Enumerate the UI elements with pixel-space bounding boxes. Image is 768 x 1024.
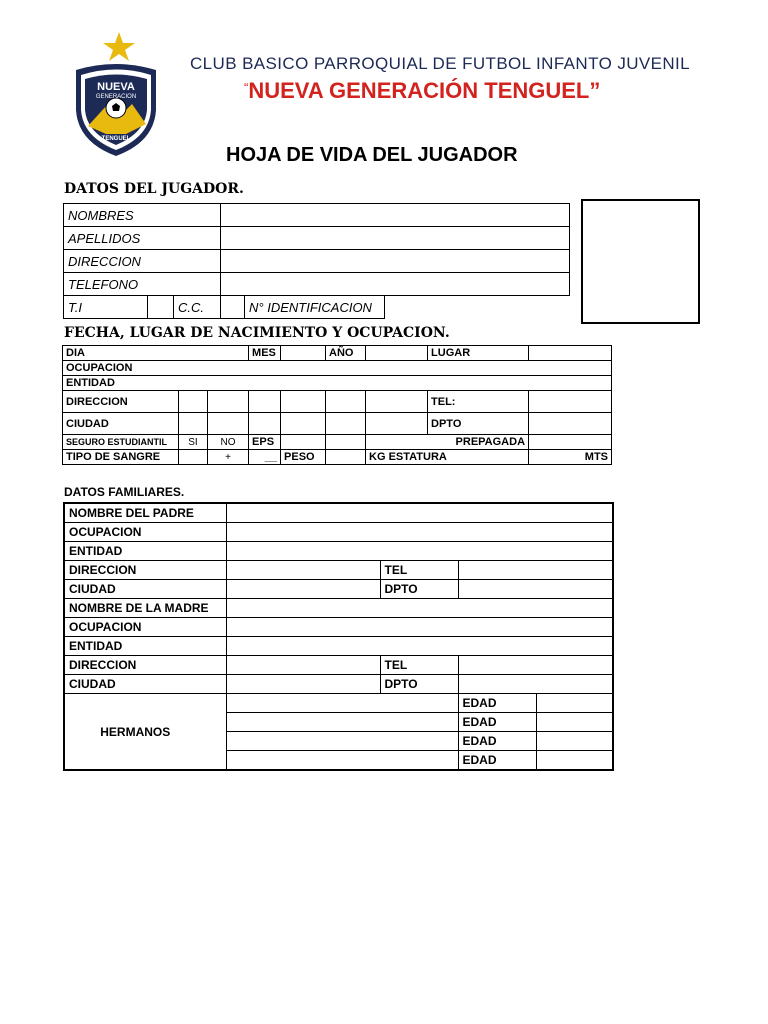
club-name: CLUB BASICO PARROQUIAL DE FUTBOL INFANTO JUVENIL (190, 54, 691, 73)
label-plus: + (208, 450, 249, 465)
label-entidad: ENTIDAD (63, 376, 612, 391)
label-ciudad-madre: CIUDAD (64, 675, 226, 694)
player-data-table (63, 203, 570, 319)
label-kg-estatura: KG ESTATURA (366, 450, 529, 465)
label-mts: MTS (529, 450, 612, 465)
label-ti: T.I (64, 296, 148, 319)
field-cell[interactable] (179, 450, 208, 465)
label-direccion: DIRECCION (64, 250, 221, 273)
field-cell[interactable] (249, 413, 281, 435)
field-cell[interactable] (179, 413, 208, 435)
svg-text:TENGUEL: TENGUEL (101, 136, 131, 142)
field-nombre-padre[interactable] (226, 503, 613, 523)
photo-box[interactable] (581, 199, 700, 324)
section-heading-birth: FECHA, LUGAR DE NACIMIENTO Y OCUPACION. (64, 325, 450, 341)
label-tel-madre: TEL (380, 656, 458, 675)
label-dpto-padre: DPTO (380, 580, 458, 599)
field-tel-padre[interactable] (458, 561, 613, 580)
field-edad[interactable] (536, 713, 613, 732)
label-dpto: DPTO (428, 413, 529, 435)
field-cell[interactable] (249, 391, 281, 413)
blank-cell (385, 296, 570, 319)
birth-data-table (62, 345, 612, 465)
field-telefono[interactable] (221, 273, 570, 296)
field-cell[interactable] (179, 391, 208, 413)
label-direccion-padre: DIRECCION (64, 561, 226, 580)
field-ocupacion-madre[interactable] (226, 618, 613, 637)
field-dpto-padre[interactable] (458, 580, 613, 599)
field-cell[interactable] (326, 413, 366, 435)
family-data-table (63, 502, 614, 771)
field-ocupacion-padre[interactable] (226, 523, 613, 542)
label-seguro: SEGURO ESTUDIANTIL (63, 435, 179, 450)
field-cell[interactable] (281, 391, 326, 413)
label-dia: DIA (63, 346, 249, 361)
field-cell[interactable] (208, 391, 249, 413)
field-cc[interactable] (221, 296, 245, 319)
field-hermano[interactable] (226, 713, 458, 732)
field-anio[interactable] (366, 346, 428, 361)
label-dash: __ (249, 450, 281, 465)
field-hermano[interactable] (226, 751, 458, 771)
svg-text:GENERACION: GENERACION (95, 94, 137, 100)
label-ciudad-padre: CIUDAD (64, 580, 226, 599)
field-cell[interactable] (366, 391, 428, 413)
field-apellidos[interactable] (221, 227, 570, 250)
label-telefono: TELEFONO (64, 273, 221, 296)
field-hermano[interactable] (226, 732, 458, 751)
field-entidad-madre[interactable] (226, 637, 613, 656)
field-lugar[interactable] (529, 346, 612, 361)
label-cc: C.C. (174, 296, 221, 319)
label-ciudad: CIUDAD (63, 413, 179, 435)
field-ti[interactable] (148, 296, 174, 319)
label-entidad-madre: ENTIDAD (64, 637, 226, 656)
field-cell[interactable] (326, 435, 366, 450)
field-edad[interactable] (536, 732, 613, 751)
label-tipo-sangre: TIPO DE SANGRE (63, 450, 179, 465)
field-dpto-madre[interactable] (458, 675, 613, 694)
label-edad: EDAD (458, 751, 536, 771)
field-tel-madre[interactable] (458, 656, 613, 675)
field-direccion[interactable] (221, 250, 570, 273)
document-title: HOJA DE VIDA DEL JUGADOR (226, 144, 518, 166)
section-heading-family: DATOS FAMILIARES. (64, 485, 185, 499)
label-edad: EDAD (458, 694, 536, 713)
field-direccion-padre[interactable] (226, 561, 380, 580)
field-ciudad-madre[interactable] (226, 675, 380, 694)
label-peso: PESO (281, 450, 326, 465)
field-cell[interactable] (326, 391, 366, 413)
label-si[interactable]: SI (179, 435, 208, 450)
field-edad[interactable] (536, 751, 613, 771)
label-tel: TEL: (428, 391, 529, 413)
label-tel-padre: TEL (380, 561, 458, 580)
field-cell[interactable] (326, 450, 366, 465)
label-edad: EDAD (458, 713, 536, 732)
svg-text:NUEVA: NUEVA (97, 81, 135, 93)
field-mes[interactable] (281, 346, 326, 361)
label-no[interactable]: NO (208, 435, 249, 450)
field-nombres[interactable] (221, 204, 570, 227)
label-apellidos: APELLIDOS (64, 227, 221, 250)
field-cell[interactable] (529, 435, 612, 450)
field-cell[interactable] (208, 413, 249, 435)
label-direccion-2: DIRECCION (63, 391, 179, 413)
label-lugar: LUGAR (428, 346, 529, 361)
field-dpto[interactable] (529, 413, 612, 435)
field-hermano[interactable] (226, 694, 458, 713)
field-cell[interactable] (366, 413, 428, 435)
star-icon (103, 32, 135, 61)
label-ocupacion: OCUPACION (63, 361, 612, 376)
label-nombre-madre: NOMBRE DE LA MADRE (64, 599, 226, 618)
label-edad: EDAD (458, 732, 536, 751)
label-dpto-madre: DPTO (380, 675, 458, 694)
section-heading-player: DATOS DEL JUGADOR. (64, 181, 244, 197)
field-ciudad-padre[interactable] (226, 580, 380, 599)
field-cell[interactable] (281, 435, 326, 450)
label-ocupacion-padre: OCUPACION (64, 523, 226, 542)
label-hermanos: HERMANOS (64, 694, 226, 771)
club-quote: “NUEVA GENERACIÓN TENGUEL” (244, 78, 601, 103)
label-eps[interactable]: EPS (249, 435, 281, 450)
label-prepagada[interactable]: PREPAGADA (366, 435, 529, 450)
label-anio: AÑO (326, 346, 366, 361)
label-nombres: NOMBRES (64, 204, 221, 227)
label-ocupacion-madre: OCUPACION (64, 618, 226, 637)
field-direccion-madre[interactable] (226, 656, 380, 675)
label-entidad-padre: ENTIDAD (64, 542, 226, 561)
label-nombre-padre: NOMBRE DEL PADRE (64, 503, 226, 523)
club-logo (66, 30, 166, 160)
field-cell[interactable] (281, 413, 326, 435)
field-nombre-madre[interactable] (226, 599, 613, 618)
field-entidad-padre[interactable] (226, 542, 613, 561)
label-direccion-madre: DIRECCION (64, 656, 226, 675)
label-mes: MES (249, 346, 281, 361)
label-identificacion: N° IDENTIFICACION (245, 296, 385, 319)
field-edad[interactable] (536, 694, 613, 713)
field-tel[interactable] (529, 391, 612, 413)
